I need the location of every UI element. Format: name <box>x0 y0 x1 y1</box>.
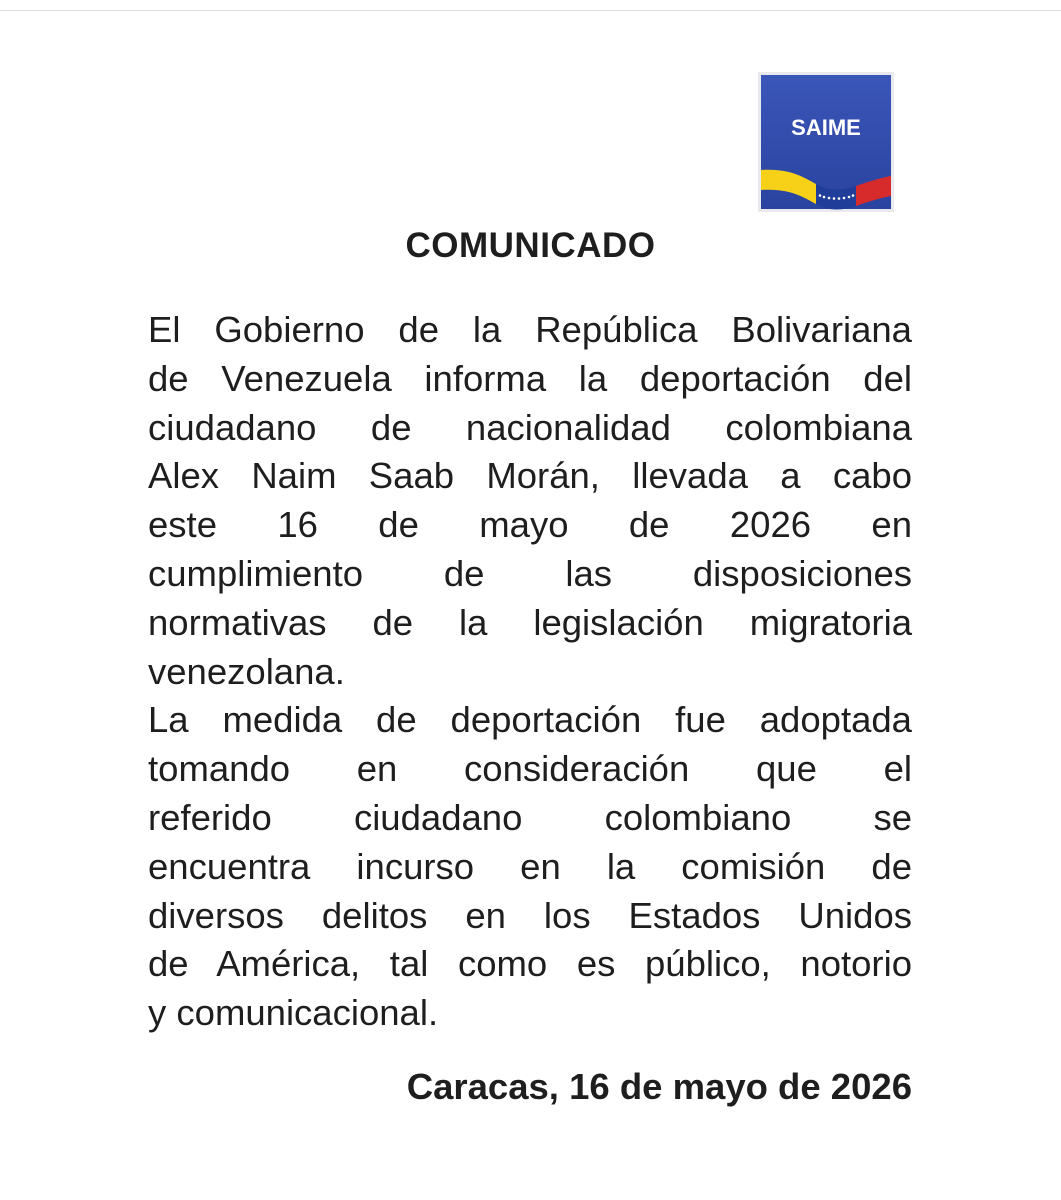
top-divider <box>0 0 1061 11</box>
paragraph-line: venezolana. <box>148 650 345 692</box>
paragraph-1 <box>148 306 912 696</box>
page-title: COMUNICADO <box>405 226 656 265</box>
paragraph-2 <box>148 696 912 1038</box>
paragraph-line: La medida de deportación fue adoptada <box>148 699 912 741</box>
paragraph-line: diversos delitos en los Estados Unidos <box>148 894 912 936</box>
paragraph-line: y comunicacional. <box>148 992 439 1034</box>
signature-date: Caracas, 16 de mayo de 2026 <box>406 1066 912 1107</box>
paragraph-line: cumplimiento de las disposiciones <box>148 552 912 594</box>
paragraph-line: de Venezuela informa la deportación del <box>148 357 912 399</box>
communique-body <box>148 306 912 1038</box>
paragraph-line: de América, tal como es público, notorio <box>148 943 912 985</box>
paragraph-line: normativas de la legislación migratoria <box>148 601 912 643</box>
paragraph-line: Alex Naim Saab Morán, llevada a cabo <box>148 455 912 497</box>
saime-logo-text: SAIME <box>791 115 861 140</box>
paragraph-line: este 16 de mayo de 2026 en <box>148 504 912 546</box>
saime-logo-graphic <box>758 72 894 212</box>
saime-logo <box>758 72 894 212</box>
paragraph-line: encuentra incurso en la comisión de <box>148 845 912 887</box>
paragraph-line: referido ciudadano colombiano se <box>148 796 912 838</box>
paragraph-line: tomando en consideración que el <box>148 748 912 790</box>
paragraph-line: ciudadano de nacionalidad colombiana <box>148 406 912 448</box>
paragraph-line: El Gobierno de la República Bolivariana <box>148 309 912 350</box>
